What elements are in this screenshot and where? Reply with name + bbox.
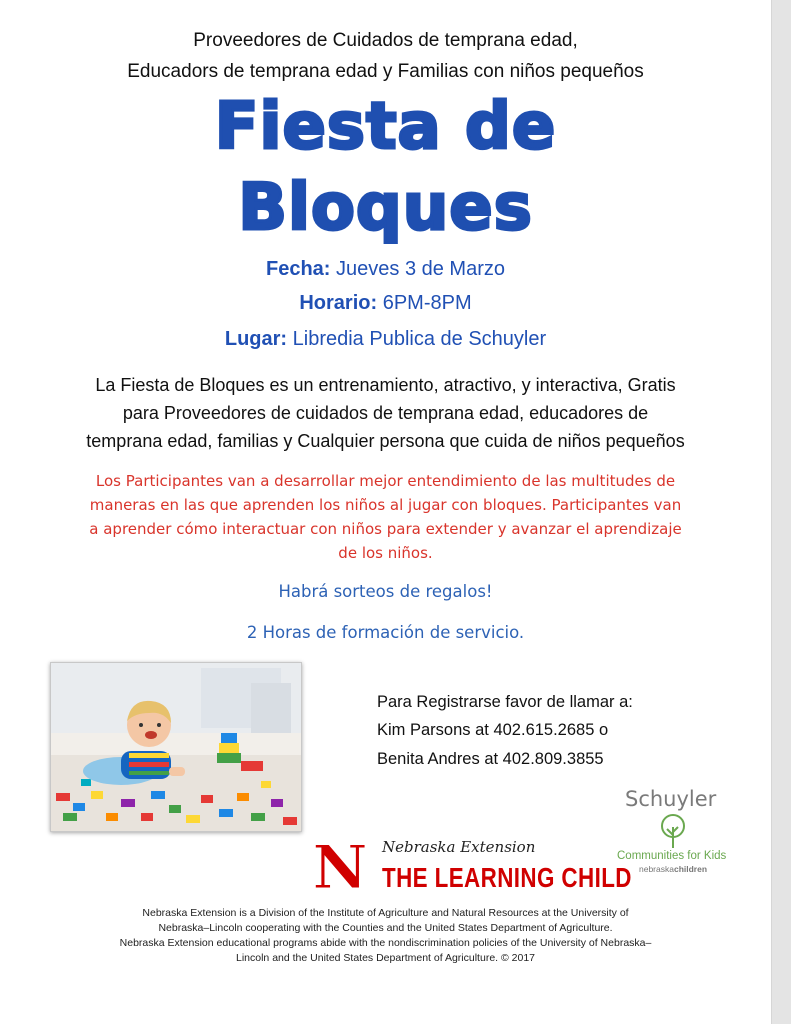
- place-value: Libredia Publica de Schuyler: [292, 328, 547, 350]
- footer-line-1: Nebraska Extension is a Division of the Institute of Agriculture and Natural Resources at the University of: [142, 907, 629, 919]
- description-line-2: para Proveedores de cuidados de temprana edad, educadores de: [122, 403, 649, 423]
- learning-line-1: Los Participantes van a desarrollar mejor entendimiento de las multitudes de: [95, 472, 676, 490]
- footer-line-2: Nebraska–Lincoln cooperating with the Counties and the United States Department of Agriculture.: [158, 922, 613, 934]
- communities-for-kids-text: Communities for Kids: [617, 850, 727, 862]
- learning-child-label: THE LEARNING CHILD: [382, 862, 632, 893]
- description-line-3: temprana edad, familias y Cualquier persona que cuida de niños pequeños: [86, 431, 685, 451]
- nebraska-extension-logo: [310, 833, 632, 903]
- audience-line-1: Proveedores de Cuidados de temprana edad,: [193, 30, 578, 51]
- title-line-1: Fiesta de: [214, 90, 557, 164]
- place-label: Lugar:: [224, 328, 288, 350]
- contact-benita: Benita Andres at 402.809.3855: [377, 750, 604, 768]
- date-label: Fecha:: [265, 258, 331, 280]
- learning-line-3: a aprender cómo interactuar con niños para extender y avanzar el aprendizaje: [89, 520, 682, 538]
- raffle-note: Habrá sorteos de regalos!: [278, 582, 493, 601]
- viewer-side-margin: [771, 0, 791, 1024]
- event-date: [0, 258, 771, 281]
- description-line-1: La Fiesta de Bloques es un entrenamiento, atractivo, y interactiva, Gratis: [95, 375, 676, 395]
- time-label: Horario:: [299, 292, 378, 314]
- footer-line-4: Lincoln and the United States Department of Agriculture. © 2017: [236, 952, 535, 964]
- footer-line-3: Nebraska Extension educational programs abide with the nondiscrimination policies of the University of Nebraska–: [119, 937, 652, 949]
- learning-line-4: de los niños.: [338, 544, 433, 562]
- child-with-blocks-photo: [50, 662, 302, 832]
- audience-line-2: Educadors de temprana edad y Familias con niños pequeños: [127, 61, 644, 82]
- date-value: Jueves 3 de Marzo: [336, 258, 505, 280]
- schuyler-wordmark: Schuyler: [625, 787, 717, 811]
- register-heading: Para Registrarse favor de llamar a:: [377, 693, 633, 711]
- training-hours-note: 2 Horas de formación de servicio.: [246, 623, 525, 642]
- n-logo-icon: N: [312, 833, 368, 903]
- photo-illustration: [51, 663, 301, 831]
- title-line-2: Bloques: [238, 171, 533, 245]
- contact-kim: Kim Parsons at 402.615.2685 o: [377, 721, 609, 739]
- nebraska-children-text: nebraskachildren: [639, 864, 708, 874]
- tree-icon: [657, 813, 689, 849]
- event-place: [0, 328, 771, 351]
- time-value: 6PM-8PM: [382, 292, 472, 314]
- learning-line-2: maneras en las que aprenden los niños al jugar con bloques. Participantes van: [89, 496, 682, 514]
- extension-label: Nebraska Extension: [382, 838, 536, 856]
- event-time: [0, 292, 771, 315]
